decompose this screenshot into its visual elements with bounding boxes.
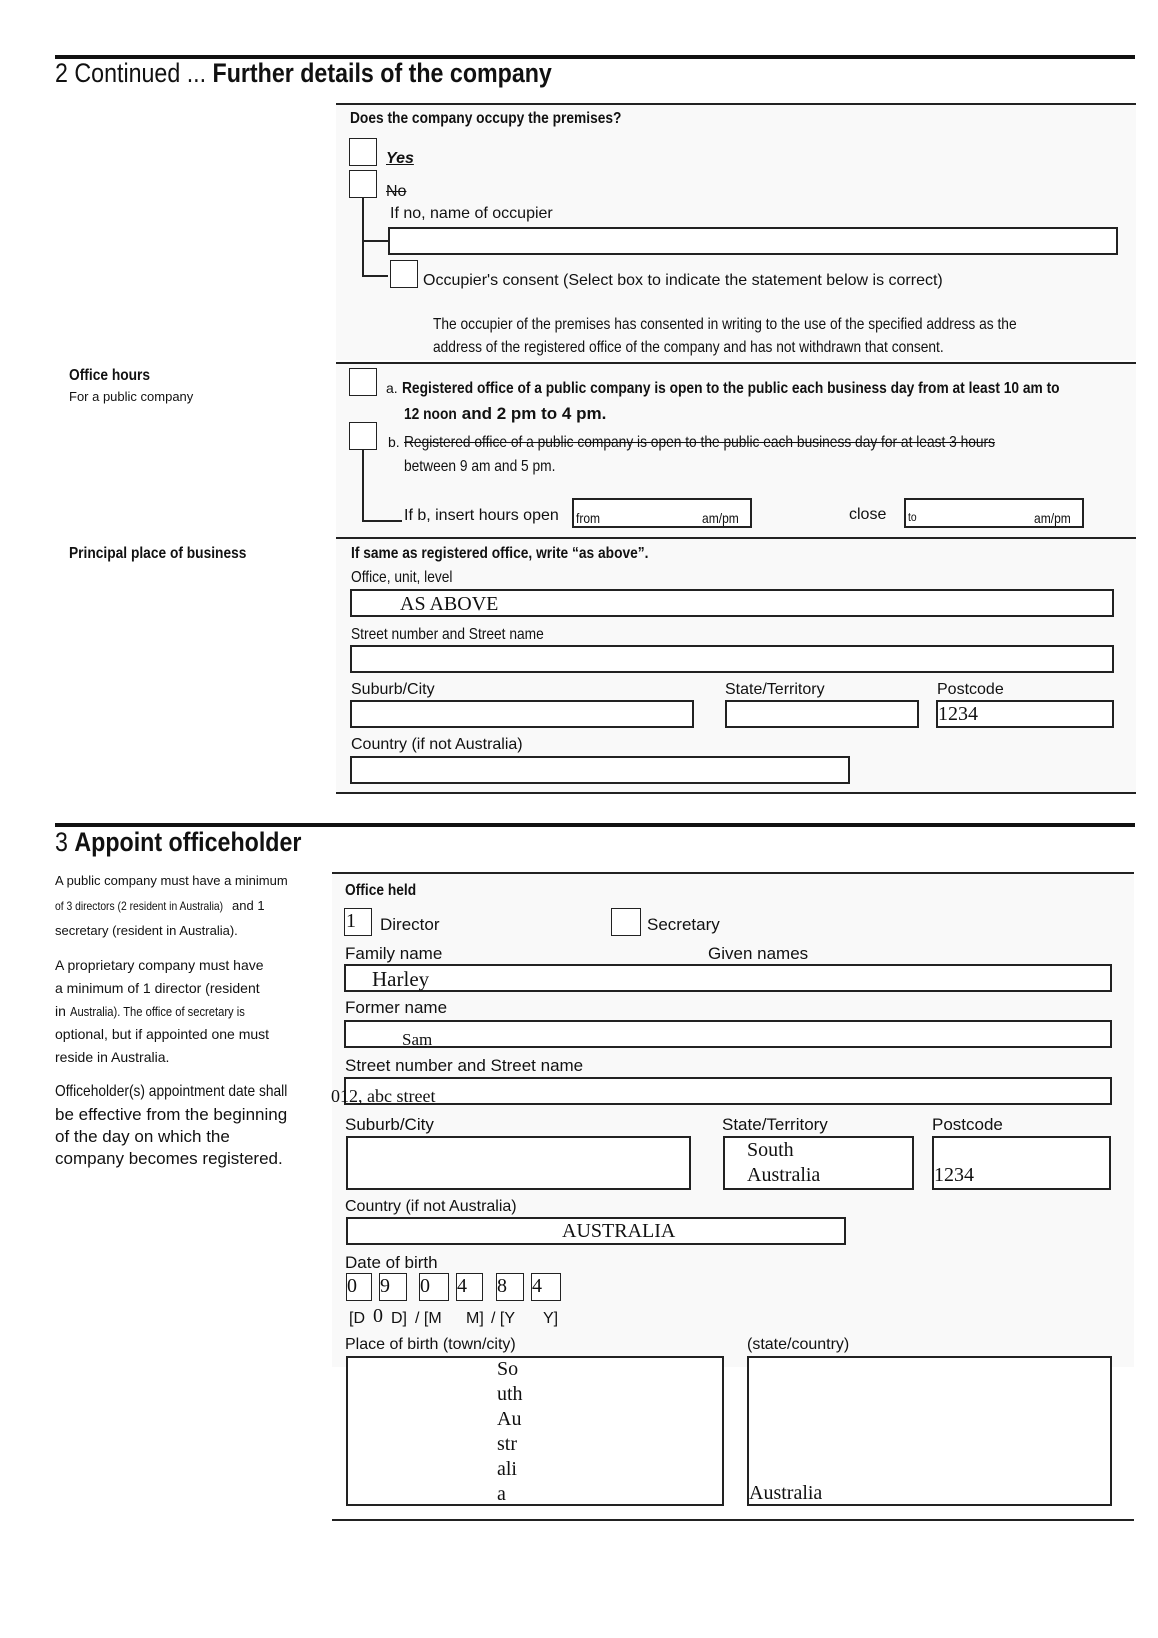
dob-format-y-open: / [Y [491,1310,516,1327]
dob-digit-4-value: 4 [457,1275,467,1297]
side-note-1c: and 1 [232,898,265,913]
officeholder-country-value: AUSTRALIA [562,1220,676,1242]
section2-number: 2 [55,58,68,88]
dob-label: Date of birth [345,1253,438,1272]
family-name-value: Harley [372,967,430,991]
pob-state-label: (state/country) [747,1336,850,1353]
dob-format-m-close: M] [466,1310,484,1327]
pob-state-field[interactable] [747,1356,1112,1506]
hours-close-field[interactable] [904,498,1084,528]
no-checkbox[interactable] [349,170,377,198]
officeholder-street-label: Street number and Street name [345,1056,584,1075]
option-b-connector-h [362,520,402,522]
hours-from-placeholder: from [576,510,601,526]
side-note-3b: be effective from the beginning [55,1105,288,1124]
officeholder-street-value: 012, abc street [331,1086,436,1106]
dob-format-d-open: [D [349,1310,365,1327]
office-held-label: Office held [345,882,417,899]
former-name-label: Former name [345,998,448,1017]
occupier-name-field[interactable] [388,227,1118,255]
officeholder-suburb-label: Suburb/City [345,1115,434,1134]
ppb-label: Principal place of business [69,545,247,562]
side-note-2a: A proprietary company must have [55,957,264,973]
dob-digit-5-value: 8 [497,1275,507,1297]
former-name-field[interactable] [344,1020,1112,1048]
ppb-office-unit-field[interactable] [350,589,1114,617]
consent-checkbox[interactable] [390,260,418,288]
option-a-prefix: a. [386,380,398,396]
section3-number: 3 [55,827,68,857]
ppb-state-label: State/Territory [725,681,825,698]
dob-digit-3[interactable] [419,1273,449,1301]
ppb-office-unit-label: Office, unit, level [351,569,453,586]
ppb-office-unit-value: AS ABOVE [400,593,499,615]
dob-format-d-close: D] [391,1310,407,1327]
ppb-suburb-label: Suburb/City [351,681,435,698]
close-label: close [849,506,887,523]
officeholder-postcode-value: 1234 [934,1164,974,1186]
ppb-postcode-value: 1234 [938,703,978,725]
officeholder-state-label: State/Territory [722,1115,828,1134]
side-note-2b: a minimum of 1 director (resident [55,980,260,996]
side-note-1a: A public company must have a minimum [55,873,288,888]
option-b-checkbox[interactable] [349,422,377,450]
yes-checkbox[interactable] [349,138,377,166]
ppb-postcode-label: Postcode [937,681,1004,698]
dob-format-zero: 0 [373,1305,383,1327]
secretary-label: Secretary [647,915,720,934]
hours-close-ampm: am/pm [1034,510,1071,526]
side-note-2e: optional, but if appointed one must [55,1026,270,1042]
option-a-line2 [404,404,606,424]
section3-heading [55,827,342,858]
tree-connector-h1 [362,240,388,242]
hours-close-placeholder: to [908,510,917,524]
officeholder-country-field[interactable] [346,1217,846,1245]
pob-city-line-6: a [497,1483,506,1505]
officeholder-street-field[interactable] [344,1077,1112,1105]
pob-city-line-5: ali [497,1458,517,1480]
officeholder-state-value-1: South [747,1139,794,1161]
consent-text-line2: address of the registered office of the company and has not withdrawn that consent. [433,339,944,356]
given-names-label: Given names [708,944,809,963]
same-as-note: If same as registered office, write “as above”. [351,545,649,562]
ppb-country-label: Country (if not Australia) [351,736,523,753]
side-note-3d: company becomes registered. [55,1149,283,1168]
section2-heading [55,58,633,89]
officeholder-postcode-label: Postcode [932,1115,1003,1134]
pob-city-field[interactable] [346,1356,724,1506]
side-note-1b: of 3 directors (2 resident in Australia) [55,899,224,913]
yes-label: Yes [386,150,414,167]
pob-city-line-3: Au [497,1408,522,1430]
side-note-2d: Australia). The office of secretary is [69,1004,245,1019]
side-note-1b-line [55,898,265,913]
ppb-state-field[interactable] [725,700,919,728]
section2-title: Further details of the company [212,58,552,88]
family-name-label: Family name [345,944,443,963]
option-a-line1 [386,380,1158,398]
officeholder-bottom-rule [332,1519,1134,1521]
family-name-field[interactable] [344,964,1112,992]
ppb-bottom-rule [336,792,1136,794]
occupy-question: Does the company occupy the premises? [350,110,622,127]
hours-from-ampm: am/pm [702,510,739,526]
side-note-3c: of the day on which the [55,1127,230,1146]
side-note-2cd-line [55,1003,273,1019]
option-b-connector-v [362,450,364,521]
option-b-text-2-inner: between 9 am and 5 pm. [404,458,556,475]
option-b-text-2 [404,458,580,476]
dob-digit-4[interactable] [456,1273,483,1301]
tree-connector-h2 [362,275,388,277]
occupier-name-label: If no, name of occupier [390,205,553,222]
ppb-street-label: Street number and Street name [351,626,544,643]
dob-digit-1-value: 0 [347,1275,357,1297]
director-label: Director [380,915,440,934]
no-label: No [386,183,407,200]
pob-city-line-4: str [497,1433,517,1455]
officeholder-state-value-2: Australia [747,1164,821,1186]
director-checkbox-value: 1 [346,910,356,932]
option-b-text-1: Registered office of a public company is open to the public each business day for at least 3 hours [404,434,996,451]
officeholder-postcode-field[interactable] [932,1136,1111,1190]
dob-digit-1[interactable] [346,1273,372,1301]
option-a-text-1: Registered office of a public company is open to the public each business day from at least 10 am to [402,380,1060,397]
officeholder-suburb-field[interactable] [346,1136,691,1190]
hours-open-label: If b, insert hours open [404,507,559,524]
option-a-text-2: 12 noon [404,406,457,423]
section3-title: Appoint officeholder [74,827,302,857]
ppb-street-field[interactable] [350,645,1114,673]
occupy-top-rule [336,103,1136,105]
ppb-country-field[interactable] [350,756,850,784]
ppb-postcode-field[interactable] [936,700,1114,728]
officeholder-state-field[interactable] [723,1136,914,1190]
dob-format-m-open: / [M [415,1310,442,1327]
office-hours-sublabel: For a public company [69,389,194,404]
consent-label: Occupier's consent (Select box to indicate the statement below is correct) [423,272,943,289]
dob-digit-6-value: 4 [532,1275,542,1297]
dob-digit-5[interactable] [496,1273,524,1301]
side-note-2f: reside in Australia. [55,1049,170,1065]
office-hours-label: Office hours [69,367,151,384]
option-b-prefix: b. [388,434,400,450]
side-note-1d: secretary (resident in Australia). [55,923,238,938]
dob-digit-3-value: 0 [420,1275,430,1297]
section2-continued: Continued ... [74,58,207,88]
pob-state-value: Australia [749,1482,823,1504]
ppb-suburb-field[interactable] [350,700,694,728]
secretary-checkbox[interactable] [611,908,641,936]
dob-digit-2-value: 9 [380,1275,390,1297]
hours-from-field[interactable] [572,498,752,528]
dob-format-y-close: Y] [543,1310,559,1327]
pob-city-line-2: uth [497,1383,523,1405]
officeholder-country-label: Country (if not Australia) [345,1198,517,1215]
dob-digit-6[interactable] [531,1273,561,1301]
former-name-value: Sam [402,1030,433,1049]
option-b-line1 [388,434,1091,452]
consent-text-line1: The occupier of the premises has consented in writing to the use of the specified address as the [433,316,1017,333]
option-a-checkbox[interactable] [349,368,377,396]
dob-digit-2[interactable] [379,1273,407,1301]
tree-connector-vertical [362,198,364,275]
side-note-2c: in [55,1003,66,1019]
option-a-text-3: and 2 pm to 4 pm. [461,404,607,423]
side-note-3a: Officeholder(s) appointment date shall [55,1083,288,1100]
director-checkbox[interactable] [344,908,372,936]
pob-city-line-1: So [497,1358,519,1380]
pob-label: Place of birth (town/city) [345,1336,516,1353]
